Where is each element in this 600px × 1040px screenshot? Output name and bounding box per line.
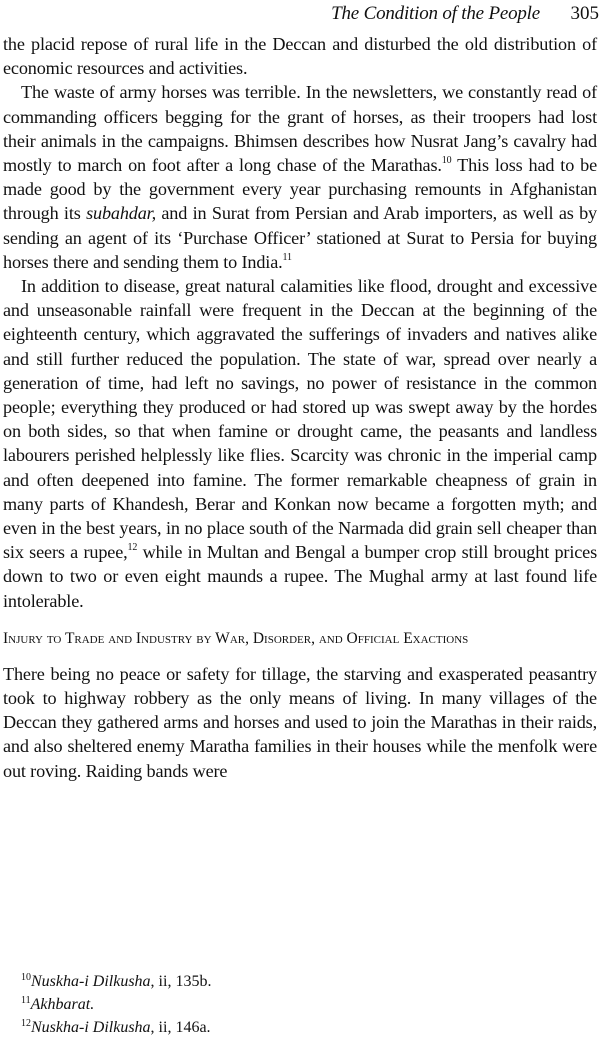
footnote-ref-12: 12 [127, 542, 138, 554]
italic-term: subahdar, [86, 203, 156, 224]
paragraph-3 [3, 274, 597, 613]
paragraph-2-text-a: The waste of army horses was terrible. In the newsletters, we constantly read of commanding officers begging for the grant of horses, as their troopers had lost their animals in the campaigns. Bhimsen describes how Nusrat Jang’s cavalry had mostly to march on foot after a long chase of the Marathas. [3, 82, 597, 176]
footnote-title: Akhbarat. [30, 996, 95, 1013]
page-header [0, 0, 600, 28]
footnote-11 [21, 993, 581, 1016]
footnote-title: Nuskha-i Dilkusha [31, 973, 151, 990]
page-number: 305 [570, 3, 599, 24]
paragraph-3-text-a: In addition to disease, great natural calamities like flood, drought and excessive and unseasonable rainfall were frequent in the Deccan at the beginning of the eighteenth century, which aggravated the sufferings of invaders and natives alike and still further reduced the population. The state of war, spread over nearly a generation of time, had left no savings, no power of resistance in the common people; everything they produced or had stored up was swept away by the hordes on both sides, so that when famine or drought came, the peasants and landless labourers perished helplessly like flies. Scarcity was chronic in the imperial camp and often deepened into famine. The former remarkable cheapness of grain in many parts of Khandesh, Berar and Konkan now became a forgotten myth; and even in the best years, in no place south of the Narmada did grain sell cheaper than six seers a rupee, [3, 276, 597, 563]
paragraph-1: the placid repose of rural life in the Deccan and disturbed the old distribution of economic resources and activities. [3, 34, 597, 79]
paragraph-2-text-b: This loss had to be made good by the government every year purchasing remounts in Afghanistan through its [3, 155, 597, 224]
body-text [3, 32, 597, 783]
section-heading: Injury to Trade and Industry by War, Disorder, and Official Exactions [3, 629, 469, 647]
paragraph-3-text-b: while in Multan and Bengal a bumper crop still brought prices down to two or even eight maunds a rupee. The Mughal army at last found life intolerable. [3, 542, 598, 611]
running-head: The Condition of the People [331, 3, 540, 24]
footnote-title: Nuskha-i Dilkusha [31, 1019, 151, 1036]
footnote-rest: , ii, 135b. [150, 973, 212, 990]
paragraph-2-text-c: and in Surat from Persian and Arab importers, as well as by sending an agent of its ‘Purchase Officer’ stationed at Surat to Persia for buying horses there and sending them to India. [3, 203, 597, 272]
footnotes [21, 970, 581, 1039]
paragraph-4: There being no peace or safety for tillage, the starving and exasperated peasantry took to highway robbery as the only means of living. In many villages of the Deccan they gathered arms and horses and used to join the Marathas in their raids, and also sheltered enemy Maratha families in their houses while the menfolk were out roving. Raiding bands were [3, 663, 597, 781]
footnote-rest: , ii, 146a. [150, 1019, 211, 1036]
footnote-12 [21, 1016, 581, 1039]
footnote-10 [21, 970, 581, 993]
footnote-ref-10: 10 [441, 155, 452, 167]
paragraph-2 [3, 80, 597, 274]
footnote-ref-11: 11 [282, 251, 292, 263]
footnote-number: 11 [21, 995, 31, 1006]
footnote-number: 12 [21, 1018, 31, 1029]
footnote-number: 10 [21, 972, 31, 983]
